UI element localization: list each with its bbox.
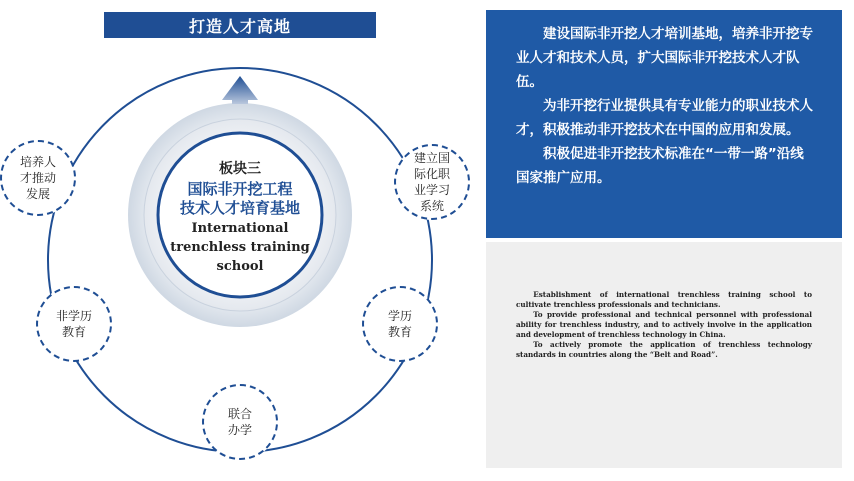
- center-title-cn-2: 技术人才培育基地: [179, 198, 300, 217]
- node-label: 建立国 际化职 业学习 系统: [413, 151, 450, 213]
- node-label: 联合 办学: [227, 407, 252, 437]
- cn-paragraph: 为非开挖行业提供具有专业能力的职业技术人才，积极推动非开挖技术在中国的应用和发展。: [516, 98, 813, 138]
- banner-title: 打造人才高地: [104, 12, 376, 38]
- node-joint-schooling: [202, 384, 278, 460]
- center-label: 板块三: [219, 160, 261, 177]
- node-international-learning-system: [394, 144, 470, 220]
- node-label: 学历 教育: [387, 309, 412, 339]
- node-label: 培养人 才推动 发展: [19, 155, 56, 201]
- en-paragraph: Establishment of international trenchless training school to cultivate trenchless professionals and technicians.: [516, 290, 812, 309]
- center-title-cn-1: 国际非开挖工程: [187, 179, 293, 198]
- up-arrow-icon: [222, 76, 258, 104]
- center-title-en-2: trenchless training: [170, 239, 310, 255]
- node-degree-education: [362, 286, 438, 362]
- node-label: 非学历 教育: [55, 309, 92, 339]
- description-en-panel: [486, 242, 842, 468]
- en-paragraph: To provide professional and technical personnel with professional ability for trenchless industry, and to actively involve in the application and development of trenchless technology in China.: [516, 310, 812, 339]
- node-non-degree-education: [36, 286, 112, 362]
- cn-paragraph: 积极促进非开挖技术标准在“一带一路”沿线国家推广应用。: [516, 146, 804, 186]
- center-circle: [162, 138, 318, 294]
- description-cn-panel: [486, 10, 842, 238]
- center-title-en-3: school: [216, 258, 264, 274]
- en-paragraph: To actively promote the application of trenchless technology standards in countries along the “Belt and Road”.: [516, 340, 812, 359]
- cn-paragraph: 建设国际非开挖人才培训基地，培养非开挖专业人才和技术人员，扩大国际非开挖技术人才队伍。: [516, 26, 813, 90]
- center-title-en-1: International: [191, 220, 289, 236]
- node-talent-development: [0, 140, 76, 216]
